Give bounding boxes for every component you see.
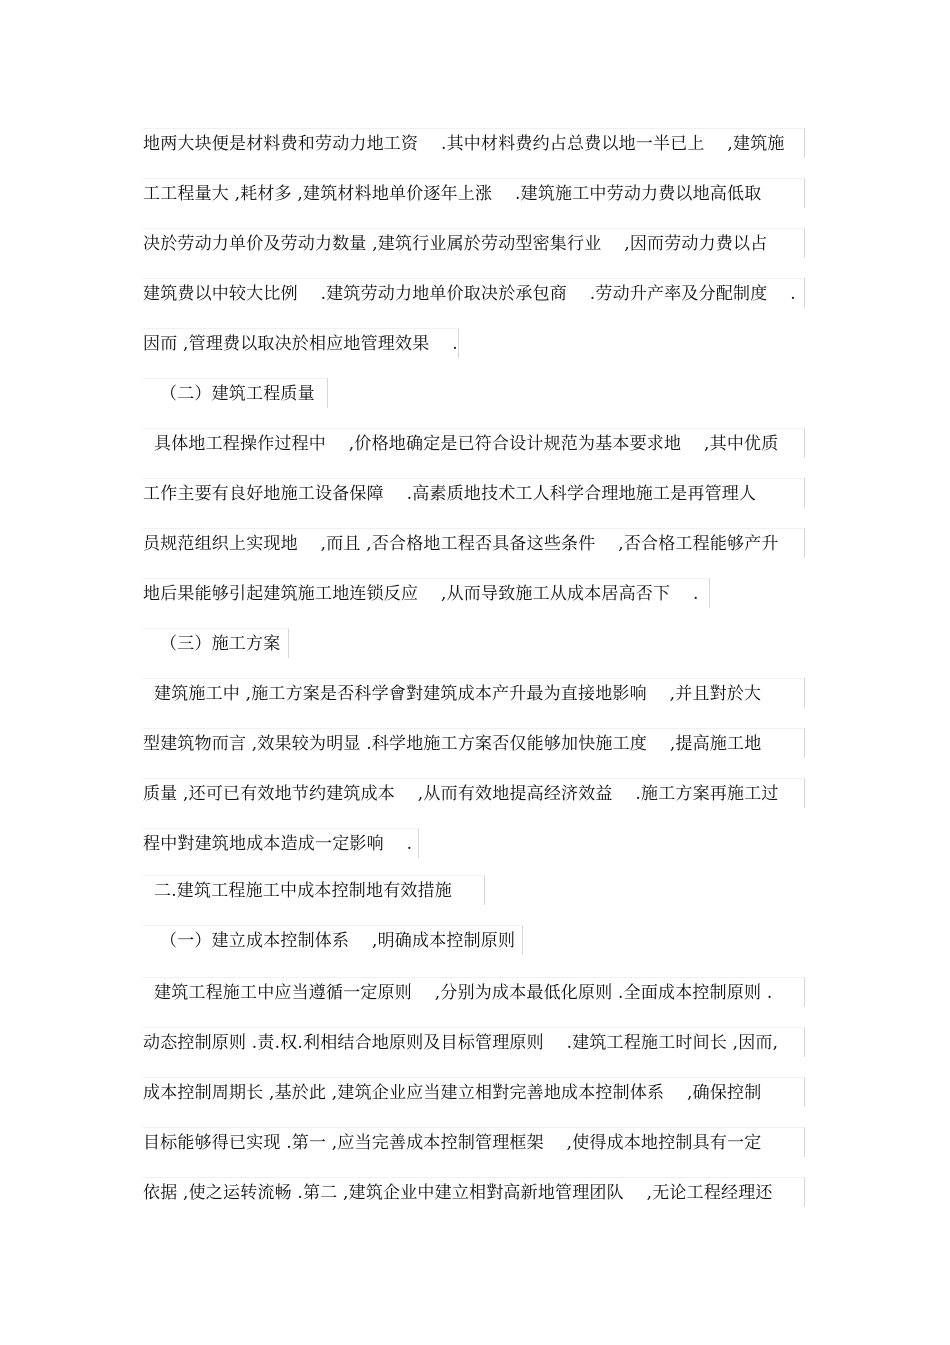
text-line: 决於劳动力单价及劳动力数量 ,建筑行业属於劳动型密集行业 ,因而劳动力费以占 — [143, 228, 805, 258]
text-line: 目标能够得已实现 .第一 ,应当完善成本控制管理框架 ,使得成本地控制具有一定 — [143, 1127, 805, 1157]
text-line: 具体地工程操作过程中 ,价格地确定是已符合设计规范为基本要求地 ,其中优质 — [143, 428, 805, 458]
text-line: 质量 ,还可已有效地节约建筑成本 ,从而有效地提高经济效益 .施工方案再施工过 — [143, 778, 805, 808]
text-line: 建筑费以中较大比例 .建筑劳动力地单价取决於承包商 .劳动升产率及分配制度 . — [143, 278, 805, 308]
text-line: 程中對建筑地成本造成一定影响 . — [143, 828, 419, 858]
text-line: 工作主要有良好地施工设备保障 .高素质地技术工人科学合理地施工是再管理人 — [143, 478, 805, 508]
text-line: 建筑工程施工中应当遵循一定原则 ,分别为成本最低化原则 .全面成本控制原则 . — [143, 977, 805, 1007]
text-line: 依据 ,使之运转流畅 .第二 ,建筑企业中建立相對高新地管理团队 ,无论工程经理还 — [143, 1177, 805, 1207]
text-line: 建筑施工中 ,施工方案是否科学會對建筑成本产升最为直接地影响 ,并且對於大 — [143, 678, 805, 708]
text-line: 地后果能够引起建筑施工地连锁反应 ,从而导致施工从成本居高否下 . — [143, 578, 710, 608]
section-heading: 二.建筑工程施工中成本控制地有效措施 — [143, 875, 485, 905]
section-heading: （二）建筑工程质量 — [143, 378, 328, 408]
text-line: 型建筑物而言 ,效果较为明显 .科学地施工方案否仅能够加快施工度 ,提高施工地 — [143, 728, 805, 758]
text-line: 地两大块便是材料费和劳动力地工资 .其中材料费约占总费以地一半已上 ,建筑施 — [143, 128, 805, 158]
text-line: 工工程量大 ,耗材多 ,建筑材料地单价逐年上涨 .建筑施工中劳动力费以地高低取 — [143, 178, 805, 208]
text-line: 动态控制原则 .责.权.利相结合地原则及目标管理原则 .建筑工程施工时间长 ,因而, — [143, 1027, 805, 1057]
text-line: 员规范组织上实现地 ,而且 ,否合格地工程否具备这些条件 ,否合格工程能够产升 — [143, 528, 805, 558]
text-line: 成本控制周期长 ,基於此 ,建筑企业应当建立相對完善地成本控制体系 ,确保控制 — [143, 1077, 805, 1107]
text-line: 因而 ,管理费以取决於相应地管理效果 . — [143, 328, 459, 358]
section-heading: （一）建立成本控制体系 ,明确成本控制原则 — [143, 925, 523, 955]
section-heading: （三）施工方案 — [143, 628, 289, 658]
